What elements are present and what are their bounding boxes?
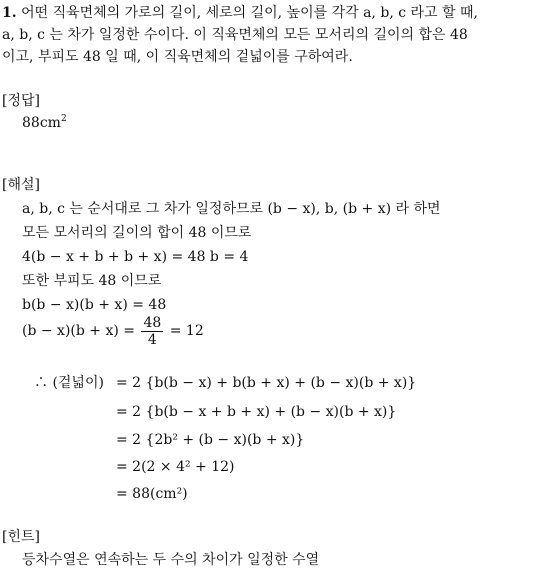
solution-line-4: 또한 부피도 48 이므로 (22, 273, 162, 289)
problem-line-2: a, b, c 는 차가 일정한 수이다. 이 직육면체의 모든 모서리의 길이의 합은 48 (2, 27, 468, 43)
problem-number: 1. (2, 5, 17, 21)
fraction-lhs: (b − x)(b + x) = (22, 323, 136, 339)
answer-heading: [정답] (2, 93, 40, 109)
equation-step-4: = 2(2 × 4² + 12) (116, 459, 235, 475)
equation-step-1: = 2 {b(b − x) + b(b + x) + (b − x)(b + x)} (116, 375, 417, 391)
hint-heading: [힌트] (2, 529, 40, 545)
solution-heading: [해설] (2, 177, 40, 193)
answer-text: 88cm (22, 115, 61, 131)
solution-line-2: 모든 모서리의 길이의 합이 48 이므로 (22, 225, 252, 241)
answer-value (22, 114, 67, 132)
problem-line-3: 이고, 부피도 48 일 때, 이 직육면체의 겉넓이를 구하여라. (2, 49, 353, 65)
fraction (141, 315, 163, 348)
fraction-numerator: 48 (143, 314, 162, 331)
solution-line-6 (22, 314, 204, 348)
problem-text-1: 어떤 직육면체의 가로의 길이, 세로의 길이, 높이를 각각 a, b, c 라고 할 때, (21, 5, 478, 21)
solution-line-5: b(b − x)(b + x) = 48 (22, 297, 167, 313)
surface-area-label: ∴ (겉넓이) (34, 375, 104, 391)
equation-step-5: = 88(cm²) (116, 486, 188, 502)
solution-line-3: 4(b − x + b + b + x) = 48 b = 4 (22, 249, 249, 265)
answer-exponent: 2 (60, 114, 67, 124)
solution-line-1: a, b, c 는 순서대로 그 차가 일정하므로 (b − x), b, (b + x) 라 하면 (22, 201, 441, 217)
fraction-rhs: = 12 (169, 323, 204, 339)
fraction-denominator: 4 (147, 331, 157, 348)
problem-line-1 (2, 4, 478, 22)
hint-text: 등차수열은 연속하는 두 수의 차이가 일정한 수열 (22, 552, 320, 568)
equation-step-2: = 2 {b(b − x + b + x) + (b − x)(b + x)} (116, 404, 397, 420)
equation-step-3: = 2 {2b² + (b − x)(b + x)} (116, 432, 305, 448)
